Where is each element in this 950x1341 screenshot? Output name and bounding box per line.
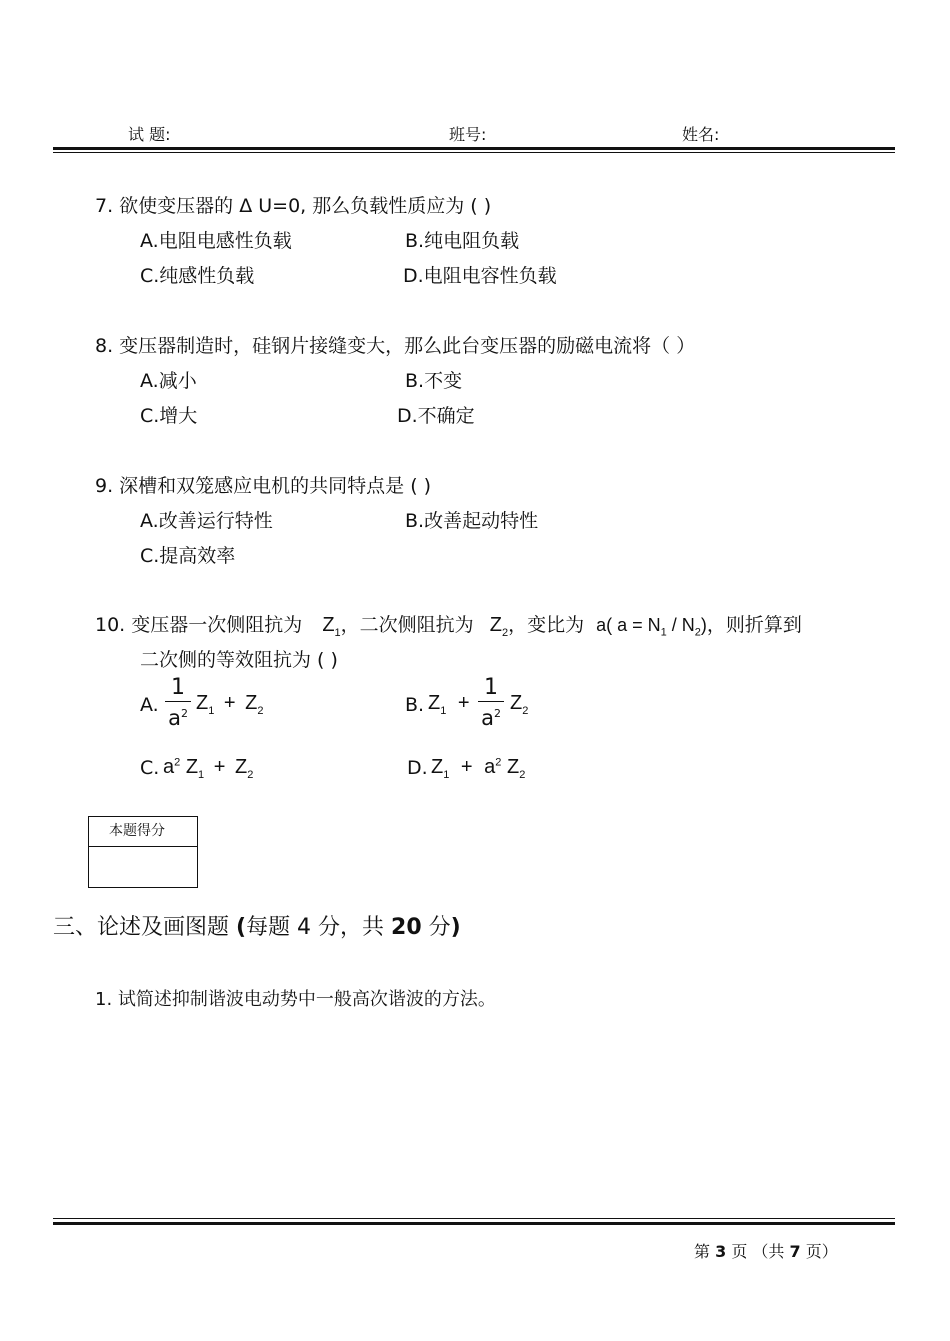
footer-rule-thick [53, 1222, 895, 1225]
q7-option-a: A.电阻电感性负载 [140, 230, 292, 252]
q10-option-b-expr-right: $Z_2$ [510, 692, 529, 717]
q10-ratio: a( $a = N_1 / N_2$) [596, 615, 707, 639]
q10-option-c-expr: $a^2$ $Z_1 + Z_2$ [163, 756, 254, 781]
q10-z1: $Z_1$ [322, 614, 341, 639]
q10-stem-part4: ，则折算到 [706, 614, 802, 636]
q10-option-c-label: C. [140, 757, 160, 779]
q7-option-d: D.电阻电容性负载 [403, 265, 557, 287]
q8-option-d: D.不确定 [397, 405, 475, 427]
q8-option-a: A.减小 [140, 370, 197, 392]
q10-stem-part1: 10. 变压器一次侧阻抗为 [95, 614, 303, 636]
q9-stem: 9. 深槽和双笼感应电机的共同特点是 ( ) [95, 475, 432, 497]
q7-option-b: B.纯电阻负载 [405, 230, 520, 252]
q10-option-b-expr-left: $Z_1$ + [428, 692, 470, 717]
q8-option-b: B.不变 [405, 370, 463, 392]
q10-stem-part2: ，二次侧阻抗为 [340, 614, 474, 636]
q10-option-b-label: B. [405, 694, 425, 716]
q8-option-c: C.增大 [140, 405, 198, 427]
s3-q1-stem: 1. 试简述抑制谐波电动势中一般高次谐波的方法。 [95, 989, 496, 1010]
q9-option-c: C.提高效率 [140, 545, 236, 567]
q9-option-a: A.改善运行特性 [140, 510, 273, 532]
q10-stem-line2: 二次侧的等效阻抗为 ( ) [140, 649, 338, 671]
page-number: 第 3 页 （共 7 页） [694, 1242, 838, 1261]
q7-stem: 7. 欲使变压器的 Δ U=0, 那么负载性质应为 ( ) [95, 195, 492, 217]
q9-option-b: B.改善起动特性 [405, 510, 539, 532]
q10-option-a-expr: $Z_1 + Z_2$ [196, 692, 264, 717]
q10-option-d-label: D. [407, 757, 428, 779]
score-box-label: 本题得分 [89, 817, 197, 847]
q10-option-a-fraction: 1 $a^2$ [165, 676, 191, 729]
footer-rule-thin [53, 1218, 895, 1219]
header-rule-thin [53, 152, 895, 153]
q10-stem-part3: ，变比为 [508, 614, 585, 636]
score-box-field[interactable] [89, 847, 197, 886]
q10-option-b-fraction: 1 $a^2$ [478, 676, 504, 729]
q10-stem-line1 [95, 610, 802, 639]
header-rule-thick [53, 147, 895, 150]
q8-stem: 8. 变压器制造时，硅钢片接缝变大，那么此台变压器的励磁电流将（ ） [95, 335, 696, 357]
score-box [88, 816, 198, 888]
q7-option-c: C.纯感性负载 [140, 265, 255, 287]
name-label: 姓名: [682, 125, 720, 144]
q10-option-d-expr: $Z_1 + a^2$ $Z_2$ [431, 756, 526, 781]
section-3-title: 三、论述及画图题 (每题 4 分，共 20 分) [53, 915, 461, 940]
class-label: 班号: [449, 125, 487, 144]
q10-z2: $Z_2$ [489, 614, 509, 639]
exam-label: 试 题: [128, 125, 171, 144]
q10-option-a-label: A. [140, 694, 159, 716]
